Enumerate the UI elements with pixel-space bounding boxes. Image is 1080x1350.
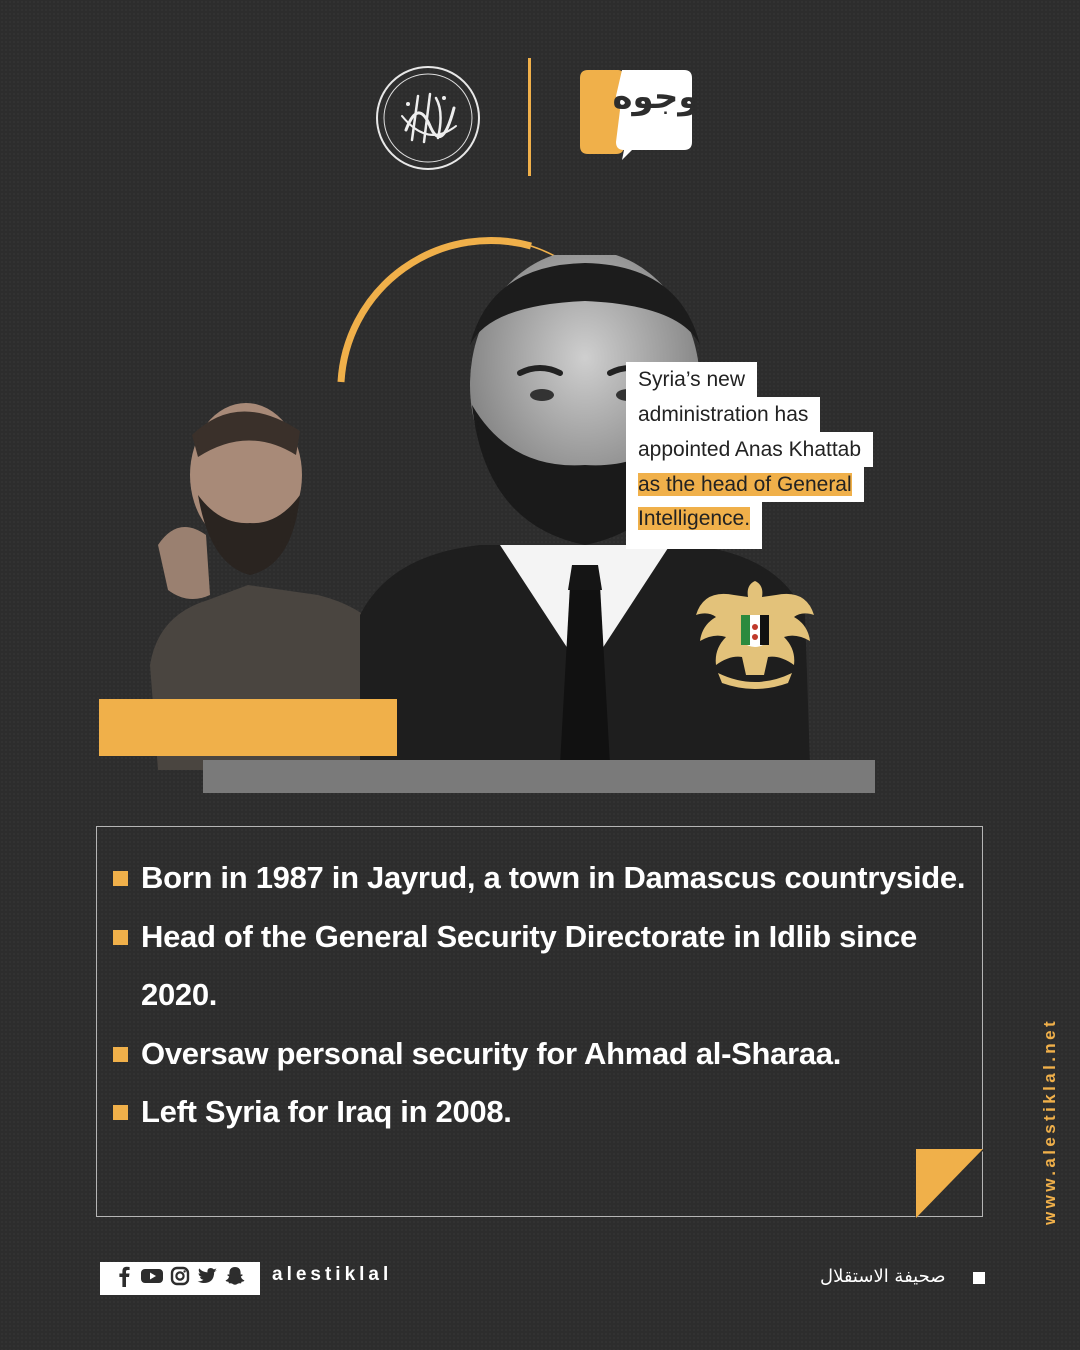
page-curl-corner	[914, 1149, 983, 1218]
quote-highlight: as the head of General	[638, 473, 852, 496]
bullet-icon	[113, 1105, 128, 1120]
youtube-icon[interactable]	[140, 1266, 164, 1291]
quote-line: Syria’s new	[626, 362, 757, 397]
list-item: Born in 1987 in Jayrud, a town in Damascus countryside.	[113, 849, 982, 908]
syrian-eagle-emblem-icon	[694, 575, 816, 693]
bullet-icon	[113, 930, 128, 945]
base-bar	[203, 760, 875, 793]
quote-line: administration has	[626, 397, 820, 432]
wujooh-logo	[576, 66, 696, 162]
list-item: Left Syria for Iraq in 2008.	[113, 1083, 982, 1142]
accent-bar	[99, 699, 397, 756]
facts-list	[97, 827, 982, 1142]
facebook-icon[interactable]	[114, 1265, 134, 1292]
headline-quote	[626, 362, 894, 549]
bullet-icon	[113, 871, 128, 886]
snapchat-icon[interactable]	[224, 1265, 246, 1292]
alestiklal-emblem	[376, 66, 480, 170]
website-url: www.alestiklal.net	[1040, 1017, 1059, 1225]
header-divider	[528, 58, 531, 176]
twitter-icon[interactable]	[196, 1266, 218, 1291]
publication-name: صحيفة الاستقلال	[820, 1266, 946, 1287]
social-icons-bar	[100, 1262, 260, 1295]
brand-text: وجوه	[612, 77, 696, 117]
facts-box	[96, 826, 983, 1217]
bullet-icon	[113, 1047, 128, 1062]
social-handle[interactable]: alestiklal	[272, 1264, 393, 1285]
calligraphy-seal-icon	[378, 68, 478, 168]
list-item: Head of the General Security Directorate in Idlib since 2020.	[113, 908, 982, 1025]
quote-line: appointed Anas Khattab	[626, 432, 873, 467]
quote-highlight: Intelligence.	[638, 507, 751, 530]
wujooh-speech-face-logo	[576, 66, 696, 162]
list-item: Oversaw personal security for Ahmad al-Sharaa.	[113, 1025, 982, 1084]
instagram-icon[interactable]	[170, 1266, 190, 1291]
square-bullet-icon	[973, 1272, 985, 1284]
